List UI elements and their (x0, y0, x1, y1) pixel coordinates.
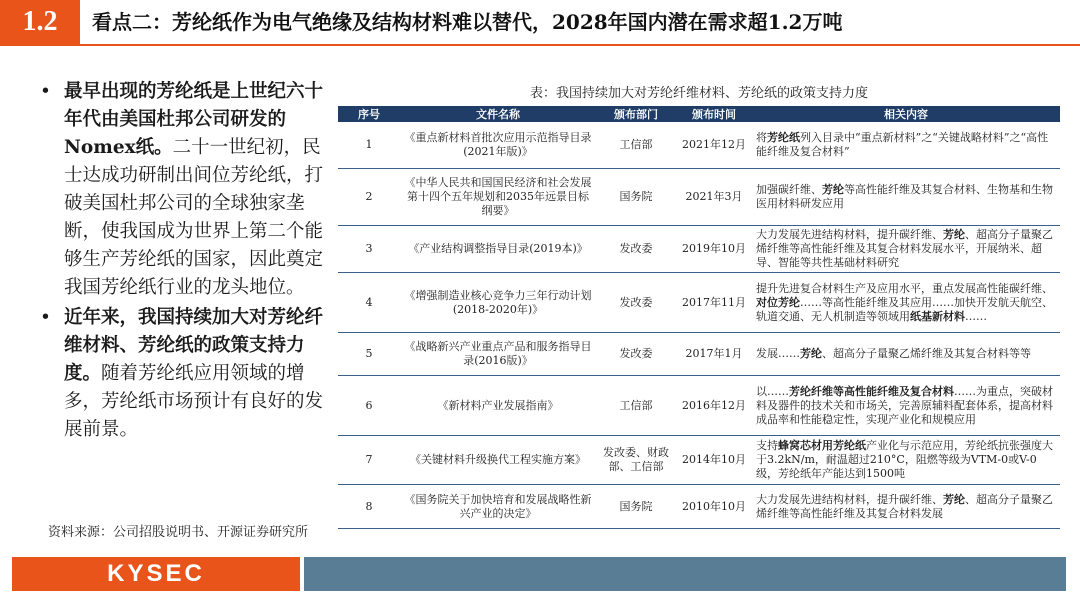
bullet-dot: • (40, 81, 51, 102)
footer-bar (304, 557, 1066, 591)
bullet-item (40, 78, 330, 302)
table-cell-content (752, 436, 1060, 485)
content-segment: 产业化与示范应用，芳纶纸抗张强度大于3.2kN/m，耐温超过210°C，阻燃等级为VTM-0或V-0级，芳纶纸年产能达到1500吨 (756, 439, 1053, 480)
table-cell-content (752, 485, 1060, 529)
bullet-list (40, 78, 330, 446)
table-row (338, 169, 1060, 226)
content-segment: 芳纶 (943, 228, 965, 241)
table-cell-name: 《新材料产业发展指南》 (400, 376, 596, 436)
content-segment: …… (965, 309, 987, 323)
table-cell-name: 《关键材料升级换代工程实施方案》 (400, 436, 596, 485)
table-cell-date: 2021年3月 (676, 169, 752, 226)
table-cell-no: 5 (338, 333, 400, 376)
footer (12, 557, 1066, 591)
table-body (338, 122, 1060, 529)
content-segment: 提升先进复合材料生产及应用水平，重点发展高性能碳纤维、 (756, 281, 1053, 295)
content-segment: 加强碳纤维、 (756, 183, 822, 196)
bullet-text: 近年来，我国持续加大对芳纶纤维材料、芳纶纸的政策支持力度。 (64, 307, 324, 384)
content-segment: 发展…… (756, 347, 800, 360)
table-cell-dept: 发改委 (596, 273, 676, 333)
content-segment: 将 (756, 131, 767, 144)
table-cell-name: 《中华人民共和国国民经济和社会发展第十四个五年规划和2035年远景目标纲要》 (400, 169, 596, 226)
table-caption: 表：我国持续加大对芳纶纤维材料、芳纶纸的政策支持力度 (529, 86, 868, 101)
table-cell-name: 《增强制造业核心竞争力三年行动计划(2018-2020年)》 (400, 273, 596, 333)
column-header: 颁布部门 (596, 106, 676, 122)
slide-header (0, 0, 1080, 44)
column-header: 颁布时间 (676, 106, 752, 122)
kysec-logo: KYSEC (12, 557, 300, 591)
table-header-row (338, 106, 1060, 122)
table-cell-content (752, 226, 1060, 273)
content-segment: ……为重点，突破材料及器件的技术关和市场关，完善原辅料配套体系，提高材料成品率和性能稳定性，实现产业化和规模应用 (756, 384, 1053, 426)
table-cell-content (752, 169, 1060, 226)
content-segment: 芳纶 (943, 492, 965, 506)
content-segment: ……等高性能纤维及其应用……加快开发航天航空、轨道交通、无人机制造等领域用 (756, 295, 1053, 323)
bullet-text: 随着芳纶纸应用领域的增多，芳纶纸市场预计有良好的发展前景。 (64, 363, 324, 440)
table-cell-date: 2019年10月 (676, 226, 752, 273)
content-segment: 列入目录中“重点新材料”之“关键战略材料”之“高性能纤维及复合材料” (756, 131, 1049, 158)
content-segment: 芳纶纸 (767, 131, 800, 144)
column-header: 序号 (338, 106, 400, 122)
content-segment: 芳纶 (800, 347, 822, 360)
table-row (338, 436, 1060, 485)
content-segment: 对位芳纶 (756, 295, 800, 309)
table-cell-dept: 国务院 (596, 169, 676, 226)
table-cell-content (752, 376, 1060, 436)
table-cell-dept: 工信部 (596, 122, 676, 169)
table-cell-date: 2010年10月 (676, 485, 752, 529)
table-cell-content (752, 333, 1060, 376)
content-segment: 大力发展先进结构材料，提升碳纤维、 (756, 492, 943, 506)
table-cell-no: 2 (338, 169, 400, 226)
policy-table (338, 106, 1060, 529)
table-cell-dept: 发改委 (596, 226, 676, 273)
table-cell-date: 2014年10月 (676, 436, 752, 485)
bullet-item (40, 304, 330, 444)
source-note: 资料来源：公司招股说明书、开源证券研究所 (48, 525, 309, 540)
table-cell-date: 2017年11月 (676, 273, 752, 333)
content-segment: 芳纶纤维等高性能纤维及复合材料 (789, 384, 954, 398)
table-cell-date: 2021年12月 (676, 122, 752, 169)
bullet-text: 二十一世纪初，民士达成功研制出间位芳纶纸，打破美国杜邦公司的全球独家垄断，使我国成为世界上第二个能够生产芳纶纸的国家，因此奠定我国芳纶纸行业的龙头地位。 (64, 137, 324, 298)
table-row (338, 273, 1060, 333)
content-segment: 以…… (756, 384, 789, 398)
table-cell-content (752, 273, 1060, 333)
table-cell-dept: 国务院 (596, 485, 676, 529)
content-segment: 纸基新材料 (910, 309, 965, 323)
content-segment: 支持 (756, 439, 778, 452)
table-cell-no: 3 (338, 226, 400, 273)
content-segment: 、超高分子量聚乙烯纤维等高性能纤维及其复合材料发展水平，开展纳米、超导、智能等共性基础材料研究 (756, 228, 1053, 269)
table-row (338, 226, 1060, 273)
header-divider (0, 44, 1080, 46)
table-cell-date: 2016年12月 (676, 376, 752, 436)
bullet-dot: • (40, 307, 51, 328)
table-cell-dept: 发改委 (596, 333, 676, 376)
table-cell-no: 4 (338, 273, 400, 333)
slide-title: 看点二：芳纶纸作为电气绝缘及结构材料难以替代，2028年国内潜在需求超1.2万吨 (92, 10, 843, 34)
content-segment: 、超高分子量聚乙烯纤维等高性能纤维及其复合材料发展 (756, 492, 1053, 520)
table-cell-dept: 工信部 (596, 376, 676, 436)
table-cell-name: 《产业结构调整指导目录(2019本)》 (400, 226, 596, 273)
content-segment: 大力发展先进结构材料，提升碳纤维、 (756, 228, 943, 241)
table-cell-name: 《国务院关于加快培育和发展战略性新兴产业的决定》 (400, 485, 596, 529)
table-row (338, 333, 1060, 376)
bullet-text: 最早出现的芳纶纸是上世纪六十年代由美国杜邦公司研发的Nomex纸。 (64, 81, 324, 158)
table-cell-no: 7 (338, 436, 400, 485)
content-segment: 等高性能纤维及其复合材料、生物基和生物医用材料研发应用 (756, 183, 1053, 210)
column-header: 文件名称 (400, 106, 596, 122)
content-segment: 蜂窝芯材用芳纶纸 (778, 439, 866, 452)
table-cell-date: 2017年1月 (676, 333, 752, 376)
column-header: 相关内容 (752, 106, 1060, 122)
section-number: 1.2 (0, 0, 80, 44)
table-cell-name: 《战略新兴产业重点产品和服务指导目录(2016版)》 (400, 333, 596, 376)
table-cell-name: 《重点新材料首批次应用示范指导目录(2021年版)》 (400, 122, 596, 169)
table-cell-dept: 发改委、财政部、工信部 (596, 436, 676, 485)
content-segment: 、超高分子量聚乙烯纤维及其复合材料等等 (822, 347, 1031, 360)
table-cell-no: 6 (338, 376, 400, 436)
table-cell-no: 8 (338, 485, 400, 529)
table-cell-content (752, 122, 1060, 169)
content-segment: 芳纶 (822, 183, 844, 196)
table-row (338, 122, 1060, 169)
table-row (338, 485, 1060, 529)
table-cell-no: 1 (338, 122, 400, 169)
table-row (338, 376, 1060, 436)
